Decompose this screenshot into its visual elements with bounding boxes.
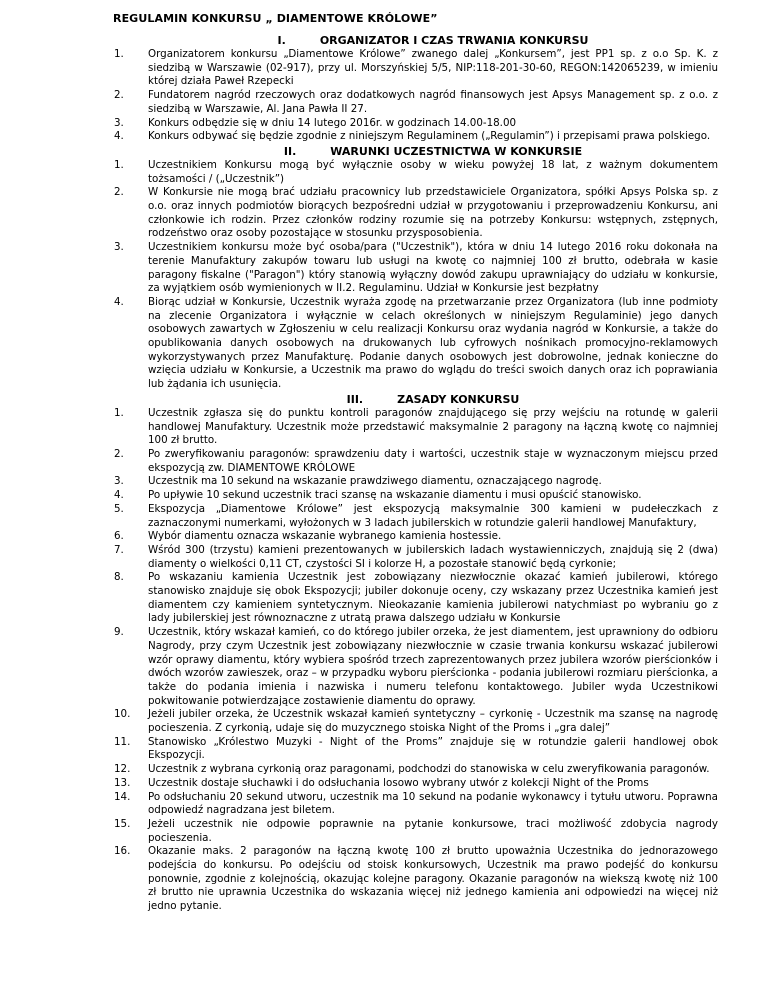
list-item (114, 475, 718, 489)
section-heading (148, 145, 718, 159)
document-title: REGULAMIN KONKURSU „ DIAMENTOWE KRÓLOWE” (113, 12, 438, 25)
list-item-number: 7. (114, 543, 124, 556)
list-item-text: Ekspozycja „Diamentowe Królowe” jest ekspozycją maksymalnie 300 kamieni w pudełeczkach z zaznaczonymi numerkami, wyłożonych w 3 ladach jubilerskich w rotundzie galerii handlowej Manufaktury, (148, 502, 718, 529)
list-item (114, 790, 718, 818)
list-item (114, 406, 718, 448)
section-title: WARUNKI UCZESTNICTWA W KONKURSIE (330, 144, 583, 158)
list-item-text: Po odsłuchaniu 20 sekund utworu, uczestnik ma 10 sekund na podanie wykonawcy i tytułu utworu. Poprawna odpowiedź nagradzana jest biletem. (148, 790, 718, 817)
list-item-number: 3. (114, 241, 124, 254)
list-item (114, 571, 718, 626)
list-item (114, 626, 718, 708)
section-list (114, 48, 718, 144)
list-item-text: Po upływie 10 sekund uczestnik traci szansę na wskazanie diamentu i musi opuścić stanowisko. (148, 489, 642, 502)
section-title: ZASADY KONKURSU (397, 392, 520, 406)
list-item-number: 2. (114, 186, 124, 199)
list-item (114, 530, 718, 544)
section-heading (148, 393, 718, 407)
list-item (114, 708, 718, 735)
section-heading (148, 34, 718, 48)
section-list (114, 406, 718, 914)
list-item-text: Stanowisko „Królestwo Muzyki - Night of the Proms” znajduje się w rotundzie galerii handlowej obok Ekspozycji. (148, 735, 718, 762)
list-item-text: Konkurs odbędzie się w dniu 14 lutego 2016r. w godzinach 14.00-18.00 (148, 116, 517, 129)
list-item-number: 8. (114, 571, 124, 584)
list-item-number: 4. (114, 130, 124, 143)
list-item-text: Uczestnik dostaje słuchawki i do odsłuchania losowo wybrany utwór z kolekcji Night of the Proms (148, 776, 649, 789)
list-item-number: 3. (114, 116, 124, 129)
list-item-number: 14. (114, 790, 131, 803)
list-item (114, 116, 718, 131)
list-item-text: Uczestnik z wybrana cyrkonią oraz paragonami, podchodzi do stanowiska w celu zweryfikowania paragonów. (148, 763, 710, 776)
list-item (114, 489, 718, 503)
list-item-text: W Konkursie nie mogą brać udziału pracownicy lub przedstawiciele Organizatora, spółki Apsys Polska sp. z o.o. oraz innych podmiotów biorących bezpośredni udział w przygotowaniu i przeprowadzeniu Konkursu, ani członkowie ich rodzin. Przez członków rodziny rozumie się na potrzeby Konkursu: wstępnych, zstępnych, rodzeństwo oraz osoby pozostające w stosunku przysposobienia. (148, 186, 718, 240)
list-item-text: Uczestnikiem Konkursu mogą być wyłącznie osoby w wieku powyżej 18 lat, z ważnym dokumentem tożsamości / („Uczestnik”) (148, 158, 718, 185)
list-item-text: Okazanie maks. 2 paragonów na łączną kwotę 100 zł brutto upoważnia Uczestnika do jednorazowego podejścia do konkursu. Po odejściu od stoisk konkursowych, Uczestnik ma prawo podejść do konkursu ponownie, zgodnie z kolejnością, okazując kolejne paragony. Okazanie paragonów na wiekszą kwotę niż 100 zł brutto nie uprawnia Uczestnika do wskazania więcej niż jednego kamienia ani odpowiedzi na więcej niż jedno pytanie. (148, 845, 718, 913)
list-item-number: 11. (114, 735, 131, 748)
list-item-text: Uczestnik zgłasza się do punktu kontroli paragonów znajdującego się przy wejściu na rotundę w galerii handlowej Manufaktury. Uczestnik może przedstawić maksymalnie 2 paragony na łączną kwotę co najmniej 100 zł brutto. (148, 406, 718, 447)
list-item (114, 89, 718, 116)
section-title: ORGANIZATOR I CZAS TRWANIA KONKURSU (319, 34, 589, 47)
list-item (114, 186, 718, 241)
list-item (114, 130, 718, 144)
list-item (114, 48, 718, 89)
list-item-text: Po zweryfikowaniu paragonów: sprawdzeniu daty i wartości, uczestnik staje w wyznaczonym miejscu przed ekspozycją zw. DIAMENTOWE KRÓLOWE (148, 447, 718, 474)
section-numeral: II. (283, 144, 297, 158)
list-item (114, 241, 718, 296)
list-item-text: Wśród 300 (trzystu) kamieni prezentowanych w jubilerskich ladach wystawienniczych, znajdują się 2 (dwa) diamenty o wielkości 0,11 CT, czystości SI i kolorze H, a pozostałe stanowić będą cyrkonie; (148, 543, 718, 570)
list-item (114, 295, 718, 392)
list-item-number: 4. (114, 489, 124, 502)
list-item (114, 735, 718, 763)
list-item (114, 763, 718, 777)
list-item-text: Jeżeli jubiler orzeka, że Uczestnik wskazał kamień syntetyczny – cyrkonię - Uczestnik ma szansę na nagrodę pocieszenia. Z cyrkonią, udaje się do muzycznego stoiska Night of the Proms i „gra dalej” (148, 708, 718, 735)
list-item-number: 1. (114, 406, 124, 419)
list-item (114, 447, 718, 475)
list-item (114, 845, 718, 914)
list-item-text: Uczestnik, który wskazał kamień, co do którego jubiler orzeka, że jest diamentem, jest uprawniony do odbioru Nagrody, przy czym Uczestnik jest zobowiązany niezwłocznie w czasie trwania konkursu wskazać jubilerowi wzór oprawy diamentu, który wybiera spośród trzech zaprezentowanych przez jubilera wzorów pierścionków i dwóch wzorów zawieszek, oraz – w przypadku wyboru pierścionka - podania jubilerowi rozmiaru pierścionka, a także do podania imienia i nazwiska i numeru telefonu kontaktowego. Jubiler wyda Uczestnikowi pokwitowanie potwierdzające zostawienie diamentu do oprawy. (148, 626, 718, 707)
list-item-number: 3. (114, 475, 124, 488)
list-item-text: Po wskazaniu kamienia Uczestnik jest zobowiązany niezwłocznie okazać kamień jubilerowi, którego stanowisko znajduje się obok Ekspozycji; jubiler dokonuje oceny, czy wskazany przez Uczestnika kamień jest diamentem czy kamieniem syntetycznym. Nieokazanie kamienia jubilerowi natychmiast po wybraniu go z lady jubilerskiej jest równoznaczne z utratą prawa dalszego udziału w Konkursie (148, 571, 718, 625)
list-item-number: 13. (114, 776, 131, 789)
document-body (114, 34, 718, 914)
list-item (114, 776, 718, 791)
list-item (114, 502, 718, 530)
list-item-number: 9. (114, 626, 124, 639)
list-item-text: Konkurs odbywać się będzie zgodnie z niniejszym Regulaminem („Regulamin”) i przepisami prawa polskiego. (148, 130, 711, 143)
list-item-number: 16. (114, 845, 131, 858)
list-item-number: 6. (114, 530, 124, 543)
list-item-number: 1. (114, 48, 124, 60)
list-item-text: Uczestnik ma 10 sekund na wskazanie prawdziwego diamentu, oznaczającego nagrodę. (148, 475, 602, 488)
list-item (114, 543, 718, 571)
section-numeral: I. (277, 34, 286, 47)
list-item-text: Jeżeli uczestnik nie odpowie poprawnie na pytanie konkursowe, traci możliwość zdobycia nagrody pocieszenia. (148, 817, 718, 844)
list-item-number: 5. (114, 502, 124, 515)
list-item-number: 4. (114, 295, 124, 308)
section-numeral: III. (346, 392, 364, 406)
section-list (114, 158, 718, 392)
list-item (114, 817, 718, 845)
list-item-text: Organizatorem konkursu „Diamentowe Królowe” zwanego dalej „Konkursem”, jest PP1 sp. z o.o Sp. K. z siedzibą w Warszawie (02-917), przy ul. Morszyńskiej 5/5, NIP:118-201-30-60, REGON:142065239, w imieniu której działa Paweł Rzepecki (148, 48, 718, 88)
list-item-number: 12. (114, 763, 131, 776)
list-item-text: Wybór diamentu oznacza wskazanie wybranego kamienia hostessie. (148, 530, 502, 543)
list-item-text: Fundatorem nagród rzeczowych oraz dodatkowych nagród finansowych jest Apsys Management sp. z o.o. z siedzibą w Warszawie, Al. Jana Pawła II 27. (148, 89, 718, 115)
list-item-text: Biorąc udział w Konkursie, Uczestnik wyraża zgodę na przetwarzanie przez Organizatora (lub inne podmioty na zlecenie Organizatora i wyłącznie w celach określonych w niniejszym Regulaminie) jego danych osobowych zawartych w Zgłoszeniu w celu realizacji Konkursu oraz wydania nagród w Konkursie, a także do opublikowania danych osobowych na drukowanych lub cyfrowych nośnikach promocyjno-reklamowych wykorzystywanych przez Manufakturę. Podanie danych osobowych jest dobrowolne, jednak konieczne do wzięcia udziału w Konkursie, a Uczestnik ma prawo do wglądu do treści swoich danych oraz ich poprawiania lub żądania ich usunięcia. (148, 295, 718, 391)
list-item-text: Uczestnikiem konkursu może być osoba/para ("Uczestnik"), która w dniu 14 lutego 2016 roku dokonała na terenie Manufaktury zakupów towaru lub usługi na kwotę co najmniej 100 zł brutto, odebrała w kasie paragony fiskalne ("Paragon") który stanowią wyłączny dowód zakupu uprawniający do udziału w konkursie, za wyjątkiem osób wymienionych w II.2. Regulaminu. Udział w Konkursie jest bezpłatny (148, 241, 718, 295)
list-item-number: 10. (114, 708, 131, 721)
list-item-number: 2. (114, 89, 124, 102)
list-item-number: 15. (114, 817, 131, 830)
list-item-number: 2. (114, 447, 124, 460)
list-item (114, 158, 718, 186)
list-item-number: 1. (114, 158, 124, 171)
